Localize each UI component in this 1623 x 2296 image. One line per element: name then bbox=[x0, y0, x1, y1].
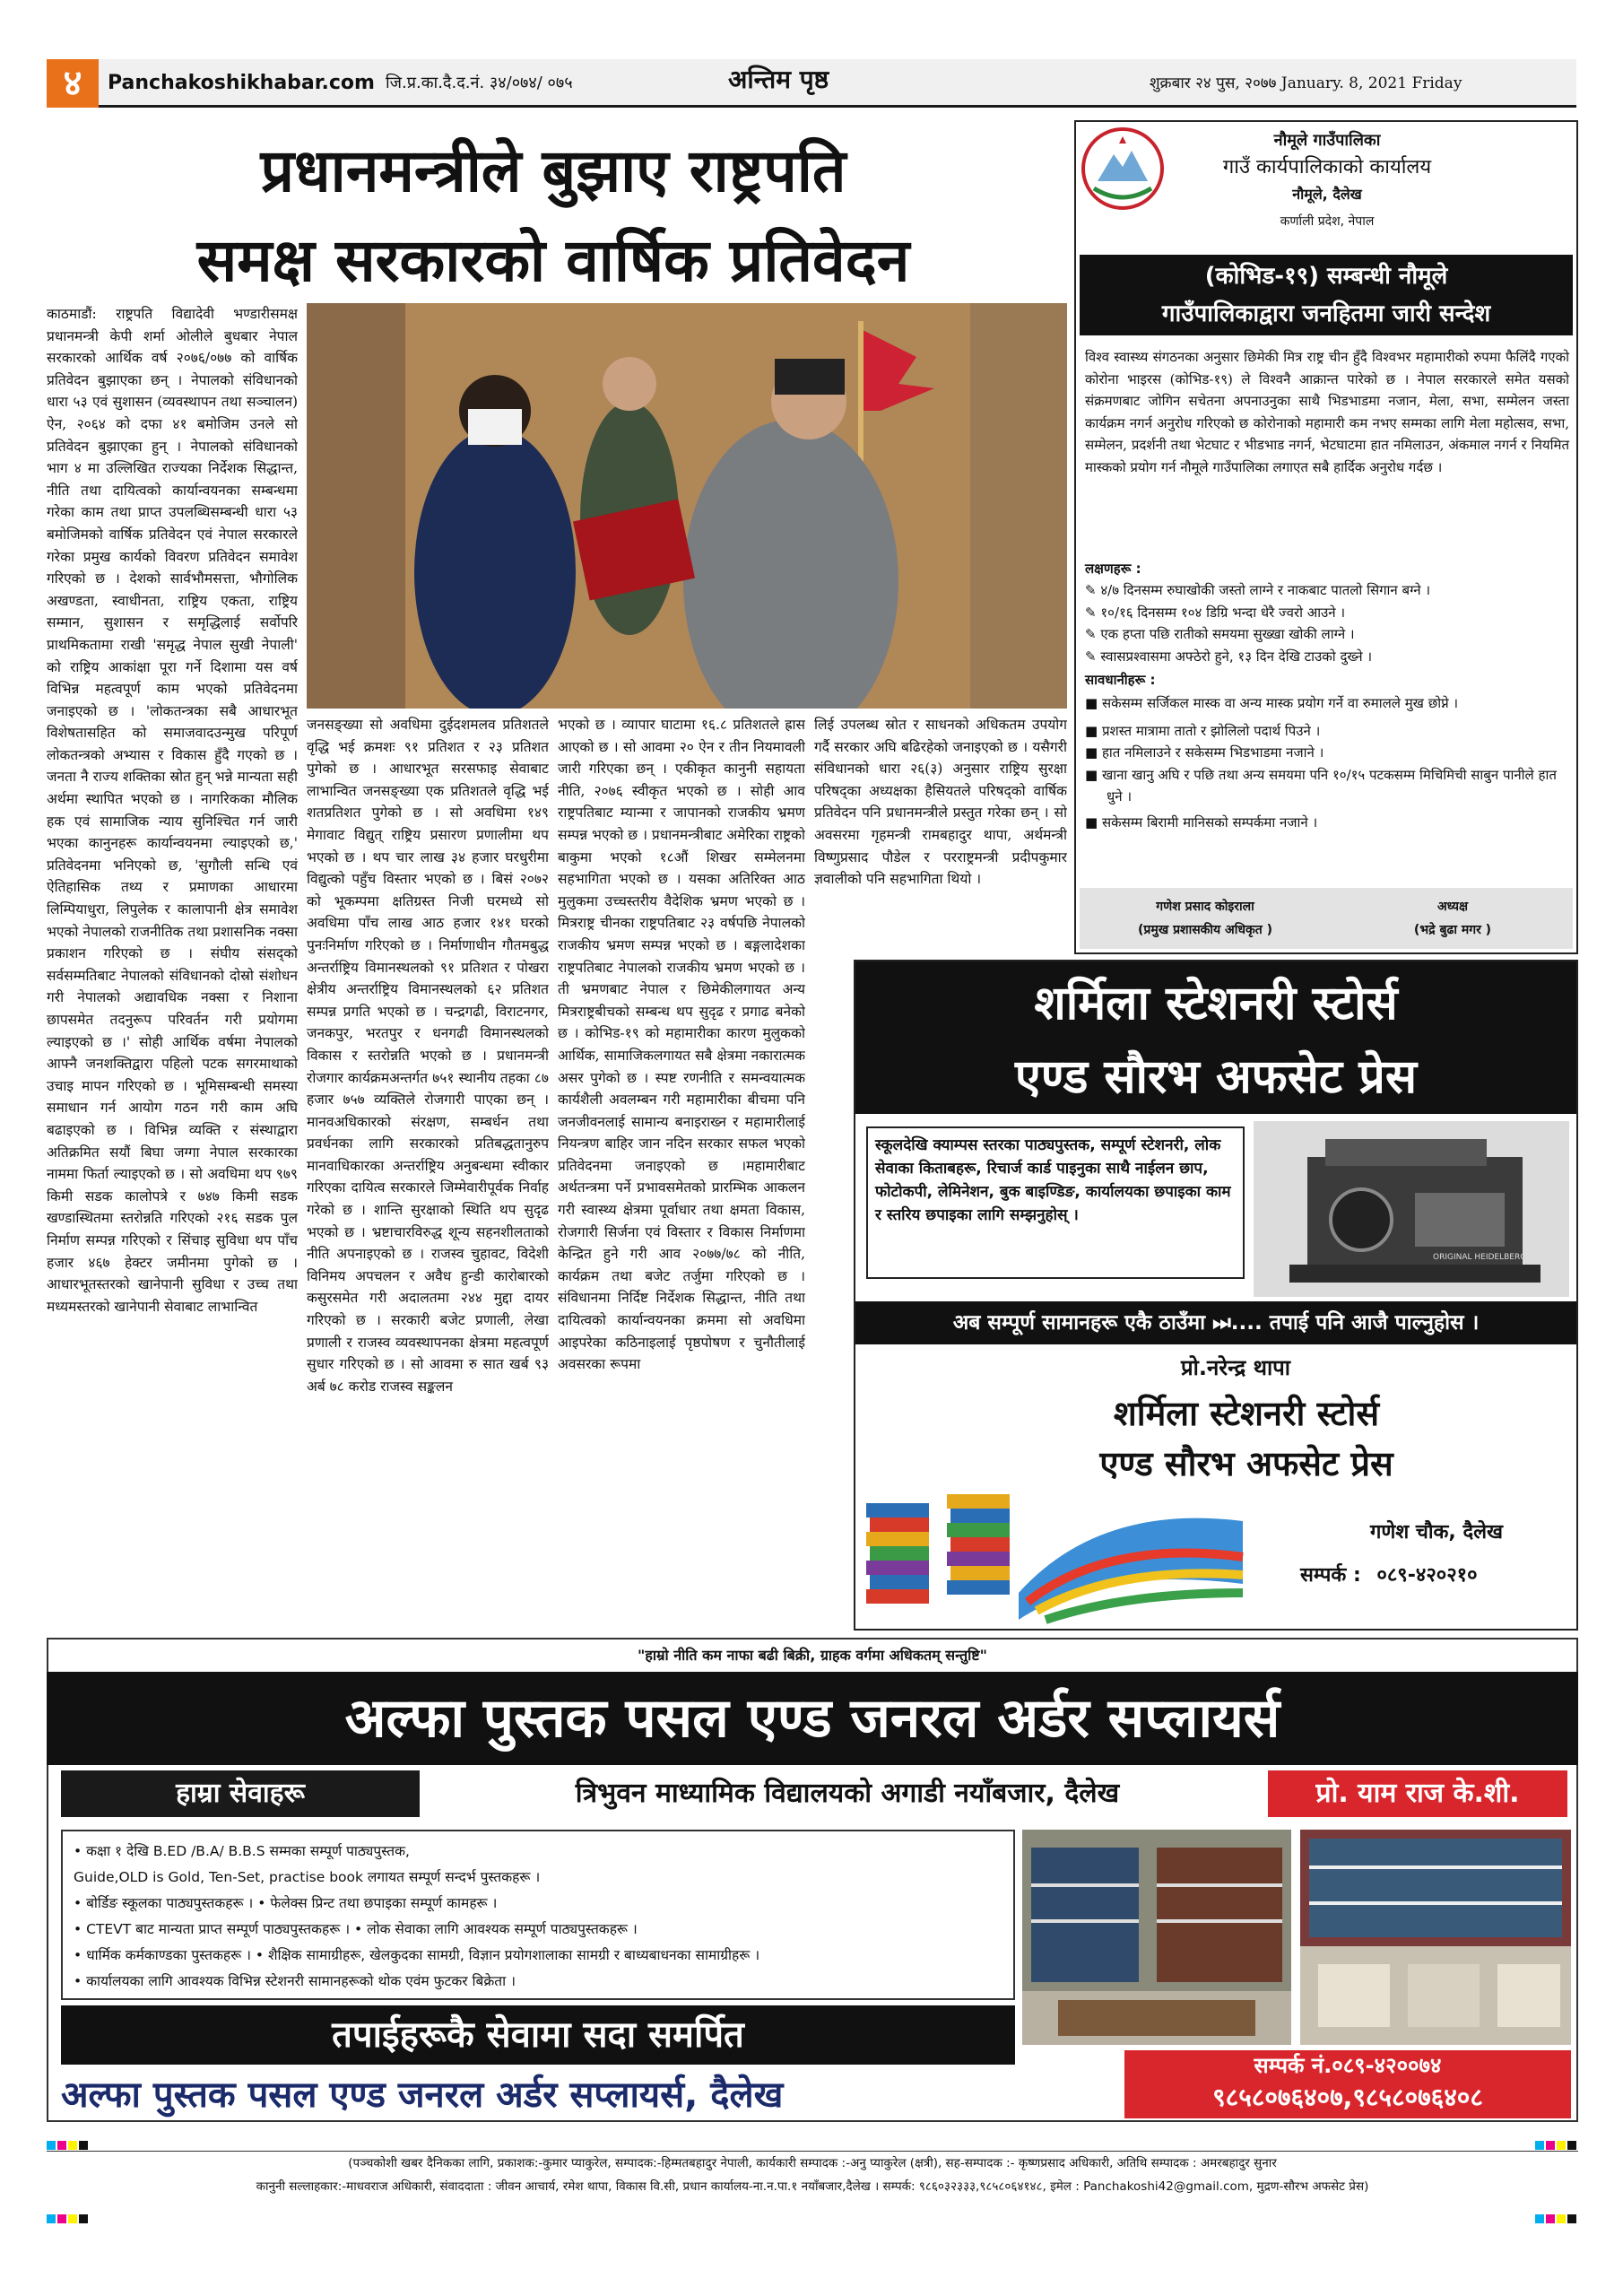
precaution-item: ■ प्रशस्त मात्रामा तातो र झोलिलो पदार्थ पिउने । bbox=[1085, 722, 1321, 739]
alpha-slogan: "हाम्रो नीति कम नाफा बढी बिक्री, ग्राहक वर्गमा अधिकतम् सन्तुष्टि" bbox=[638, 1647, 987, 1664]
precautions-list bbox=[1085, 692, 1569, 833]
sharmila-proprietor: प्रो.नरेन्द्र थापा bbox=[1180, 1355, 1291, 1380]
imprint-line-2: कानुनी सल्लाहकार:-माधवराज अधिकारी, संवाददाता : जीवन आचार्य, रमेश थापा, विकास वि.सी, प्रधान कार्यालय-ना.न.पा.१ नयाँबजार,दैलेख । सम्पर्क: ९८६०३२३३३,९८५८०६४१४८, इमेल : Panchakoshi42@gmail.com, मुद्रण-सौरभ अफसेट प्रेस) bbox=[256, 2179, 1369, 2194]
notice-title-bar bbox=[1080, 255, 1573, 335]
precautions-label: सावधानीहरू : bbox=[1085, 672, 1156, 688]
symptom-item: ✎ स्वासप्रश्वासमा अफ्ठेरो हुने, १३ दिन देखि टाउको दुख्ने । bbox=[1085, 648, 1373, 665]
alpha-footer-name: अल्फा पुस्तक पसल एण्ड जनरल अर्डर सप्लायर्स, दैलेख bbox=[61, 2074, 784, 2116]
article-text-col3: भएको छ । व्यापार घाटामा १६.८ प्रतिशतले ह्रास आएको छ । सो आवमा २० ऐन र तीन नियमावली जारी गरिएका छन् । एकीकृत कानुनी सहायता नीति, २०७६ स्वीकृत भएको छ । सोही आव राष्ट्रपतिबाट म्यान्मा र जापानको राजकीय भ्रमण सम्पन्न भएको छ । प्रधानमन्त्रीबाट अमेरिका राष्ट्रको बाकुमा भएको १८औं शिखर सम्मेलनमा सहभागिता भएको छ । यसका अतिरिक्त आठ मुलुकमा उच्चस्तरीय वैदेशिक भ्रमण भएको छ । मित्रराष्ट्र चीनका राष्ट्रपतिबाट २३ वर्षपछि नेपालको राजकीय भ्रमण सम्पन्न भएको छ । बङ्गलादेशका राष्ट्रपतिबाट नेपालको राजकीय भ्रमण भएको छ । ती भ्रमणबाट नेपाल र छिमेकीलगायत अन्य मित्रराष्ट्रबीचको सम्बन्ध थप सुदृढ र प्रगाढ बनेको छ । कोभिड-१९ को महामारीका कारण मुलुकको आर्थिक, सामाजिकलगायत सबै क्षेत्रमा नकारात्मक असर पुगेको छ । स्पष्ट रणनीति र समन्वयात्मक कार्यशैली अवलम्बन गरी महामारीका बीचमा पनि जनजीवनलाई सामान्य बनाइराख्न र महामारीलाई नियन्त्रण बाहिर जान नदिन सरकार सफल भएको प्रतिवेदनमा जनाइएको छ ।महामारीबाट अर्थतन्त्रमा पर्ने प्रभावसमेतको प्रारम्भिक आकलन गरी स्वास्थ्य क्षेत्रमा पूर्वाधार तथा क्षमता विकास, रोजगारी सिर्जना एवं विस्तार र विकास निर्माणमा केन्द्रित हुने गरी आव २०७७/७८ को नीति, कार्यक्रम तथा बजेट तर्जुमा गरिएको छ । संविधानमा निर्दिष्ट निर्देशक सिद्धान्त, नीति तथा दायित्वको कार्यान्वयनका क्रममा सो अवधिमा आइपरेका कठिनाइलाई पृष्ठपोषण र चुनौतीलाई अवसरका रूपमा bbox=[558, 717, 805, 1373]
service-item: • कार्यालयका लागि आवश्यक विभिन्न स्टेशनरी सामानहरूको थोक एवंम फुटकर बिक्रेता । bbox=[74, 1973, 516, 1989]
alpha-location: त्रिभुवन माध्यामिक विद्यालयको अगाडी नयाँबजार, दैलेख bbox=[575, 1778, 1120, 1809]
imprint-footer bbox=[47, 2151, 1578, 2198]
section-title: अन्तिम पृष्ठ bbox=[728, 65, 829, 94]
color-registration-marks bbox=[47, 2136, 90, 2145]
color-registration-marks bbox=[1535, 2136, 1578, 2145]
site-name: Panchakoshikhabar.com bbox=[108, 72, 375, 94]
sharmila-address: गणेश चौक, दैलेख bbox=[1369, 1521, 1504, 1544]
books-stack-icon bbox=[866, 1467, 1261, 1625]
printing-press-icon bbox=[1254, 1121, 1569, 1297]
alpha-services-list bbox=[61, 1830, 1015, 2000]
photo-illustration bbox=[307, 303, 1067, 709]
article-photo bbox=[307, 303, 1067, 709]
bookstore-photo-2 bbox=[1300, 1830, 1571, 2045]
book-display-icon bbox=[1300, 1830, 1571, 2045]
alpha-contact-label: सम्पर्क नं.०८९-४२००७४ bbox=[1254, 2053, 1442, 2078]
precaution-item: ■ सकेसम्म बिरामी मानिसको सम्पर्कमा नजाने । bbox=[1085, 813, 1318, 831]
signature-chair: अध्यक्ष (भद्रे बुढा मगर ) bbox=[1413, 900, 1492, 937]
color-registration-marks bbox=[1535, 2210, 1578, 2219]
notice-title-line-1: (कोभिड-१९) सम्बन्धी नौमूले bbox=[1204, 263, 1448, 290]
bookshelf-icon bbox=[1022, 1830, 1291, 2045]
sharmila-contact-number: ०८९-४२०२१० bbox=[1376, 1564, 1478, 1587]
article-text-col4: लिई उपलब्ध स्रोत र साधनको अधिकतम उपयोग गर्दै सरकार अघि बढिरहेको जनाइएको छ । यसैगरी संविधानको धारा २६(३) अनुसार राष्ट्रिय सुरक्षा परिषद्का अध्यक्षका हैसियतले परिषद्को वार्षिक प्रतिवेदन पनि प्रधानमन्त्रीले प्रस्तुत गरेका छन् । सो अवसरमा गृहमन्त्री रामबहादुर थापा, अर्थमन्त्री विष्णुप्रसाद पौडेल र परराष्ट्रमन्त्री प्रदीपकुमार ज्ञवालीको पनि सहभागिता थियो । bbox=[814, 717, 1067, 888]
symptoms-label: लक्षणहरू : bbox=[1085, 561, 1141, 577]
alpha-phones: ९८५८०७६४०७,९८५८०७६४०८ bbox=[1212, 2083, 1483, 2112]
article-column-4 bbox=[814, 714, 1067, 956]
symptom-item: ✎ १०/१६ दिनसम्म १०४ डिग्रि भन्दा धेरै ज्वरो आउने । bbox=[1085, 604, 1346, 621]
bookstore-photo-1 bbox=[1022, 1830, 1291, 2045]
registration-number: जि.प्र.का.दै.द.नं. ३४/०७४/ ०७५ bbox=[386, 74, 573, 92]
alpha-contact bbox=[1124, 2050, 1571, 2118]
signature-officer: गणेश प्रसाद कोइराला (प्रमुख प्रशासकीय अधिकृत ) bbox=[1138, 900, 1272, 937]
service-item: • CTEVT बाट मान्यता प्राप्त सम्पूर्ण पाठ्यपुस्तकहरू । • लोक सेवाका लागि आवश्यक सम्पूर्ण पाठ्यपुस्तकहरू । bbox=[74, 1921, 638, 1937]
nepal-emblem-icon bbox=[1080, 126, 1166, 212]
symptoms-list bbox=[1085, 579, 1569, 667]
article-text-col1: काठमाडौं: राष्ट्रपति विद्यादेवी भण्डारीसमक्ष प्रधानमन्त्री केपी शर्मा ओलीले बुधबार नेपाल सरकारको आर्थिक वर्ष २०७६/०७७ को वार्षिक प्रतिवेदन बुझाएका छन् । नेपालको संविधानको धारा ५३ एवं सुशासन (व्यवस्थापन तथा सञ्चालन) ऐन, २०६४ को दफा ४१ बमोजिम उनले सो प्रतिवेदन बुझाएका हुन् । नेपालको संविधानको भाग ४ मा उल्लिखित राज्यका निर्देशक सिद्धान्त, नीति तथा दायित्वको कार्यान्वयनका सम्बन्धमा गरेका काम तथा प्राप्त उपलब्धिसम्बन्धी धारा ५३ बमोजिमको वार्षिक प्रतिवेदन एवं नेपाल सरकारले गरेका प्रमुख कार्यको विवरण प्रतिवेदन समावेश गरिएको छ । देशको सार्वभौमसत्ता, भौगोलिक अखण्डता, स्वाधीनता, राष्ट्रिय एकता, राष्ट्रिय सम्मान, सुशासन र समृद्धिलाई सर्वोपरि प्राथमिकतामा राखी 'समृद्ध नेपाल सुखी नेपाली' को राष्ट्रिय आकांक्षा पूरा गर्ने दिशामा यस वर्ष विभिन्न महत्वपूर्ण काम भएको प्रतिवेदनमा जनाइएको छ । 'लोकतन्त्रका सबै आधारभूत विशेषतासहित को समाजवादउन्मुख परिपूर्ण लोकतन्त्रको अभ्यास र विकास हुँदै गएको छ । जनता नै राज्य शक्तिका स्रोत हुन् भन्ने मान्यता सही अर्थमा स्थापित भएको छ । नागरिकका मौलिक हक एवं सामाजिक न्याय सुनिश्चित गर्न जारी भएका कानुनहरू कार्यान्वयनमा ल्याइएको छ,' प्रतिवेदनमा भनिएको छ, 'सुगौली सन्धि एवं ऐतिहासिक तथ्य र प्रमाणका आधारमा लिम्पियाधुरा, लिपुलेक र कालापानी क्षेत्र समावेश भएको नेपालको राजनीतिक तथा प्रशासनिक नक्सा प्रकाशन गरिएको छ । संघीय संसद्को सर्वसम्मतिबाट नेपालको संविधानको दोस्रो संशोधन गरी नेपालको अद्यावधिक नक्सा र निशाना छापसमेत तदनुरूप परिवर्तन गरी प्रयोगमा ल्याइएको छ ।' सोही आर्थिक वर्षमा नेपालको आफ्नै जनशक्तिद्वारा पहिलो पटक सगरमाथाको उचाइ मापन गरिएको छ । भूमिसम्बन्धी समस्या समाधान गर्न आयोग गठन गरी काम अघि बढाइएको छ । विभिन्न व्यक्ति र संस्थाद्वारा अतिक्रमित सयौं बिघा जग्गा नेपाल सरकारका नाममा फिर्ता ल्याइएको छ । सो अवधिमा थप ९७९ किमी सडक कालोपत्रे र ७४७ किमी सडक खण्डास्थितमा स्तरोन्नति गरिएको २१६ सडक पुल निर्माण सम्पन्न गरिएको र सिंचाइ सुविधा थप पाँच हजार ४६७ हेक्टर जमीनमा पुगेको छ । आधारभूतस्तरको खानेपानी सुविधा र उच्च तथा मध्यमस्तरको खानेपानी सेवाबाट लाभान्वित bbox=[47, 306, 298, 1315]
symptom-item: ✎ एक हप्ता पछि रातीको समयमा सुख्खा खोकी लाग्ने । bbox=[1085, 626, 1355, 642]
alpha-proprietor: प्रो. याम राज के.शी. bbox=[1268, 1770, 1567, 1817]
color-registration-marks bbox=[47, 2210, 90, 2219]
service-item: • धार्मिक कर्मकाण्डका पुस्तकहरू । • शैक्षिक सामाग्रीहरू, खेलकुदका सामग्री, विज्ञान प्रयोगशालाका सामग्री र बाध्यबाधनका सामाग्रीहरू । bbox=[74, 1947, 760, 1963]
person-left bbox=[414, 429, 576, 709]
article-column-2 bbox=[307, 714, 549, 1625]
printing-press-image bbox=[1254, 1121, 1569, 1297]
service-item: Guide,OLD is Gold, Ten-Set, practise book लगायत सम्पूर्ण सन्दर्भ पुस्तकहरू । bbox=[74, 1869, 541, 1885]
main-headline bbox=[47, 126, 1060, 305]
sharmila-name: शर्मिला स्टेशनरी स्टोर्स एण्ड सौरभ अफसेट प्रेस bbox=[1099, 1394, 1393, 1483]
notice-body: विश्व स्वास्थ्य संगठनका अनुसार छिमेकी मित्र राष्ट्र चीन हुँदै विश्वभर महामारीको रुपमा फैलिंदै गएको कोरोना भाइरस (कोभिड-१९) ले विश्वनै आक्रान्त पारेको छ । नेपाल सरकारले समेत यसको संक्रमणबाट जोगिन सचेतना अपनाउनुका साथै भिडभाडमा नजान, मेला, सभा, सम्मेलन जस्ता कार्यक्रम नगर्न अनुरोध गरिएको छ कोरोनाको महामारी कम नभए सम्मका लागि मेला महोत्सव, सभा, सम्मेलन, प्रदर्शनी तथा भेटघाट र भीडभाड नगर्न, भेटघाटमा हात नमिलाउन, अंकमाल नगर्न र नियमित मास्कको प्रयोग गर्न नौमूले गाउँपालिका लगाएत सबै हार्दिक अनुरोध गर्दछ । bbox=[1085, 349, 1569, 475]
notice-place: नौमूले, दैलेख bbox=[1292, 186, 1362, 203]
alpha-dedication: तपाईहरूकै सेवामा सदा समर्पित bbox=[61, 2005, 1015, 2065]
sharmila-description: स्कूलदेखि क्याम्पस स्तरका पाठ्यपुस्तक, सम्पूर्ण स्टेशनरी, लोक सेवाका किताबहरू, रिचार्ज कार्ड पाइनुका साथै नाईलन छाप, फोटोकपी, लेमिनेशन, बुक बाइण्डिङ, कार्यालयका छपाइका काम र स्तरिय छपाइका लागि सम्झनुहोस् । bbox=[866, 1126, 1245, 1279]
sharmila-ad-title: शर्मिला स्टेशनरी स्टोर्स एण्ड सौरभ अफसेट प्रेस bbox=[855, 961, 1576, 1114]
notice-title-line-2: गाउँपालिकाद्वारा जनहितमा जारी सन्देश bbox=[1161, 300, 1491, 327]
issue-date: शुक्रबार २४ पुस, २०७७ January. 8, 2021 Friday bbox=[1150, 74, 1462, 92]
machine-label: ORIGINAL HEIDELBERG bbox=[1433, 1253, 1527, 1262]
precaution-item: ■ सकेसम्म सर्जिकल मास्क वा अन्य मास्क प्रयोग गर्ने वा रुमालले मुख छोप्ने । bbox=[1085, 695, 1459, 711]
notice-office: गाउँ कार्यपालिकाको कार्यालय bbox=[1222, 156, 1432, 178]
article-column-3 bbox=[558, 714, 805, 1625]
service-item: • कक्षा १ देखि B.ED /B.A/ B.B.S सम्मका सम्पूर्ण पाठ्यपुस्तक, bbox=[74, 1843, 410, 1859]
services-label: हाम्रा सेवाहरू bbox=[61, 1770, 420, 1817]
symptom-item: ✎ ४/७ दिनसम्म रुघाखोकी जस्तो लाग्ने र नाकबाट पातलो सिगान बग्ने । bbox=[1085, 582, 1431, 598]
imprint-line-1: (पञ्चकोशी खबर दैनिकका लागि, प्रकाशक:-कुमार प्याकुरेल, सम्पादक:-हिम्मतबहादुर नेपाली, कार्यकारी सम्पादक :-अनु प्याकुरेल (क्षत्री), सह-सम्पादक :- कृष्णप्रसाद अधिकारी, अतिथि सम्पादक : अमरबहादुर सुनार bbox=[47, 2151, 1578, 2175]
alpha-title: अल्फा पुस्तक पसल एण्ड जनरल अर्डर सप्लायर्स bbox=[47, 1672, 1578, 1765]
notice-province: कर्णाली प्रदेश, नेपाल bbox=[1280, 214, 1375, 229]
notice-org: नौमूले गाउँपालिका bbox=[1273, 131, 1381, 150]
precaution-item: ■ खाना खानु अघि र पछि तथा अन्य समयमा पनि १०/१५ पटकसम्म मिचिमिची साबुन पानीले हात धुने । bbox=[1085, 766, 1557, 804]
headline-line-1: प्रधानमन्त्रीले बुझाए राष्ट्रपति bbox=[260, 135, 846, 205]
precaution-item: ■ हात नमिलाउने र सकेसम्म भिडभाडमा नजाने । bbox=[1085, 744, 1324, 761]
article-text-col2: जनसङ्ख्या सो अवधिमा दुईदशमलव प्रतिशतले वृद्धि भई क्रमशः ९१ प्रतिशत र २३ प्रतिशत पुगेको छ । आधारभूत सरसफाइ सेवाबाट लाभान्वित जनसङ्ख्या एक प्रतिशतले वृद्धि भई शतप्रतिशत पुगेको छ । सो अवधिमा १४९ मेगावाट विद्युत् राष्ट्रिय प्रसारण प्रणालीमा थप भएको छ । थप चार लाख ३४ हजार घरधुरीमा विद्युत्को पहुँच विस्तार भएको छ । बिसं २०७२ को भूकम्पमा क्षतिग्रस्त निजी घरमध्ये सो अवधिमा पाँच लाख आठ हजार १४१ घरको पुनःनिर्माण गरिएको छ । निर्माणाधीन गौतमबुद्ध अन्तर्राष्ट्रिय विमानस्थलको ९१ प्रतिशत र पोखरा क्षेत्रीय अन्तर्राष्ट्रिय विमानस्थलको ६२ प्रतिशत सम्पन्न प्रगति भएको छ । चन्द्रगढी, विराटनगर, जनकपुर, भरतपुर र धनगढी विमानस्थलको विकास र स्तरोन्नति भएको छ । प्रधानमन्त्री रोजगार कार्यक्रमअन्तर्गत ७५१ स्थानीय तहका ८७ हजार ७५७ व्यक्तिले रोजगारी पाएका छन् । मानवअधिकारको संरक्षण, सम्बर्धन तथा प्रवर्धनका लागि सरकारको प्रतिबद्धतानुरुप मानवाधिकारका अन्तर्राष्ट्रिय अनुबन्धमा स्वीकार गरिएका दायित्व सरकारले जिम्मेवारीपूर्वक निर्वाह गरेको छ । शान्ति सुरक्षाको स्थिति थप सुदृढ भएको छ । भ्रष्टाचारविरुद्ध शून्य सहनशीलताको नीति अपनाइएको छ । राजस्व चुहावट, विदेशी विनिमय अपचलन र अवैध हुन्डी कारोबारको कसुरसमेत गरी अदालतमा २४४ मुद्दा दायर गरिएको छ । सरकारी बजेट प्रणाली, लेखा प्रणाली र राजस्व व्यवस्थापनका क्षेत्रमा महत्वपूर्ण सुधार गरिएको छ । सो आवमा रु सात खर्ब ९३ अर्ब ७८ करोड राजस्व सङ्कलन bbox=[307, 717, 549, 1395]
notice-header bbox=[1166, 127, 1488, 235]
article-column-1 bbox=[47, 303, 298, 1625]
service-item: • बोर्डिङ स्कूलका पाठ्यपुस्तकहरू । • फेलेक्स प्रिन्ट तथा छपाइका सम्पूर्ण कामहरू । bbox=[74, 1895, 498, 1911]
sharmila-tagline: अब सम्पूर्ण सामानहरू एकै ठाउँमा ⏭.... तपाई पनि आजै पाल्नुहोस । bbox=[855, 1301, 1576, 1344]
sharmila-contact-label: सम्पर्क : bbox=[1300, 1564, 1361, 1587]
sharmila-contact bbox=[1300, 1561, 1569, 1587]
headline-line-2: समक्ष सरकारको वार्षिक प्रतिवेदन bbox=[196, 225, 910, 295]
page-number: ४ bbox=[47, 59, 99, 108]
